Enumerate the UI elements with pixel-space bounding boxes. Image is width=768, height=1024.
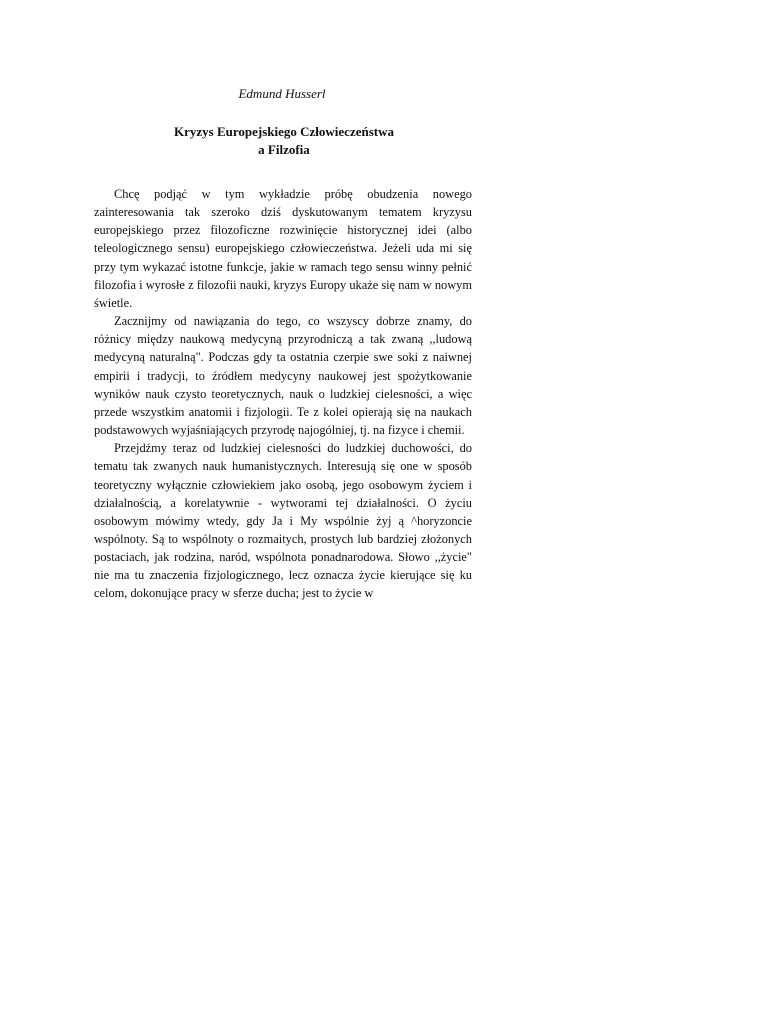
document-title (94, 123, 474, 159)
paragraph-2: Zacznijmy od nawiązania do tego, co wszyscy dobrze znamy, do różnicy między naukową medycyną przyrodniczą a tak zwaną ,,ludową medycyną naturalną". Podczas gdy ta ostatnia czerpie swe soki z naiwnej empirii i tradycji, to źródłem medycyny naukowej jest spożytkowanie wyników nauk czysto teoretycznych, nauk o ludzkiej cielesności, a więc przede wszystkim anatomii i fizjologii. Te z kolei opierają się na naukach podstawowych wyjaśniających przyrodę najogólniej, tj. na fizyce i chemii. (94, 314, 472, 438)
body-text (94, 185, 472, 603)
title-line-2: a Filzofia (258, 142, 310, 157)
title-line-1: Kryzys Europejskiego Człowieczeństwa (173, 124, 394, 139)
author-name: Edmund Husserl (238, 86, 326, 101)
paragraph-1: Chcę podjąć w tym wykładzie próbę obudzenia nowego zainteresowania tak szeroko dziś dyskutowanym tematem kryzysu europejskiego przez filozoficzne rozwinięcie historycznej idei (albo teleologicznego sensu) europejskiego człowieczeństwa. Jeżeli uda mi się przy tym wykazać istotne funkcje, jakie w ramach tego sensu winny pełnić filozofia i wyrosłe z filozofii nauki, kryzys Europy ukaże się nam w nowym świetle. (94, 187, 472, 310)
paragraph-3: Przejdźmy teraz od ludzkiej cielesności do ludzkiej duchowości, do tematu tak zwanych nauk humanistycznych. Interesują się one w sposób teoretyczny wyłącznie człowiekiem jako osobą, jego osobowym życiem i działalnością, a korelatywnie - wytworami tej działalności. O życiu osobowym mówimy wtedy, gdy Ja i My wspólnie żyj ą ^horyzoncie wspólnoty. Są to wspólnoty o rozmaitych, prostych lub bardziej złożonych postaciach, jak rodzina, naród, wspólnota ponadnarodowa. Słowo ,,życie" nie ma tu znaczenia fizjologicznego, lecz oznacza życie kierujące się ku celom, dokonujące pracy w sferze ducha; jest to życie w (94, 441, 472, 601)
